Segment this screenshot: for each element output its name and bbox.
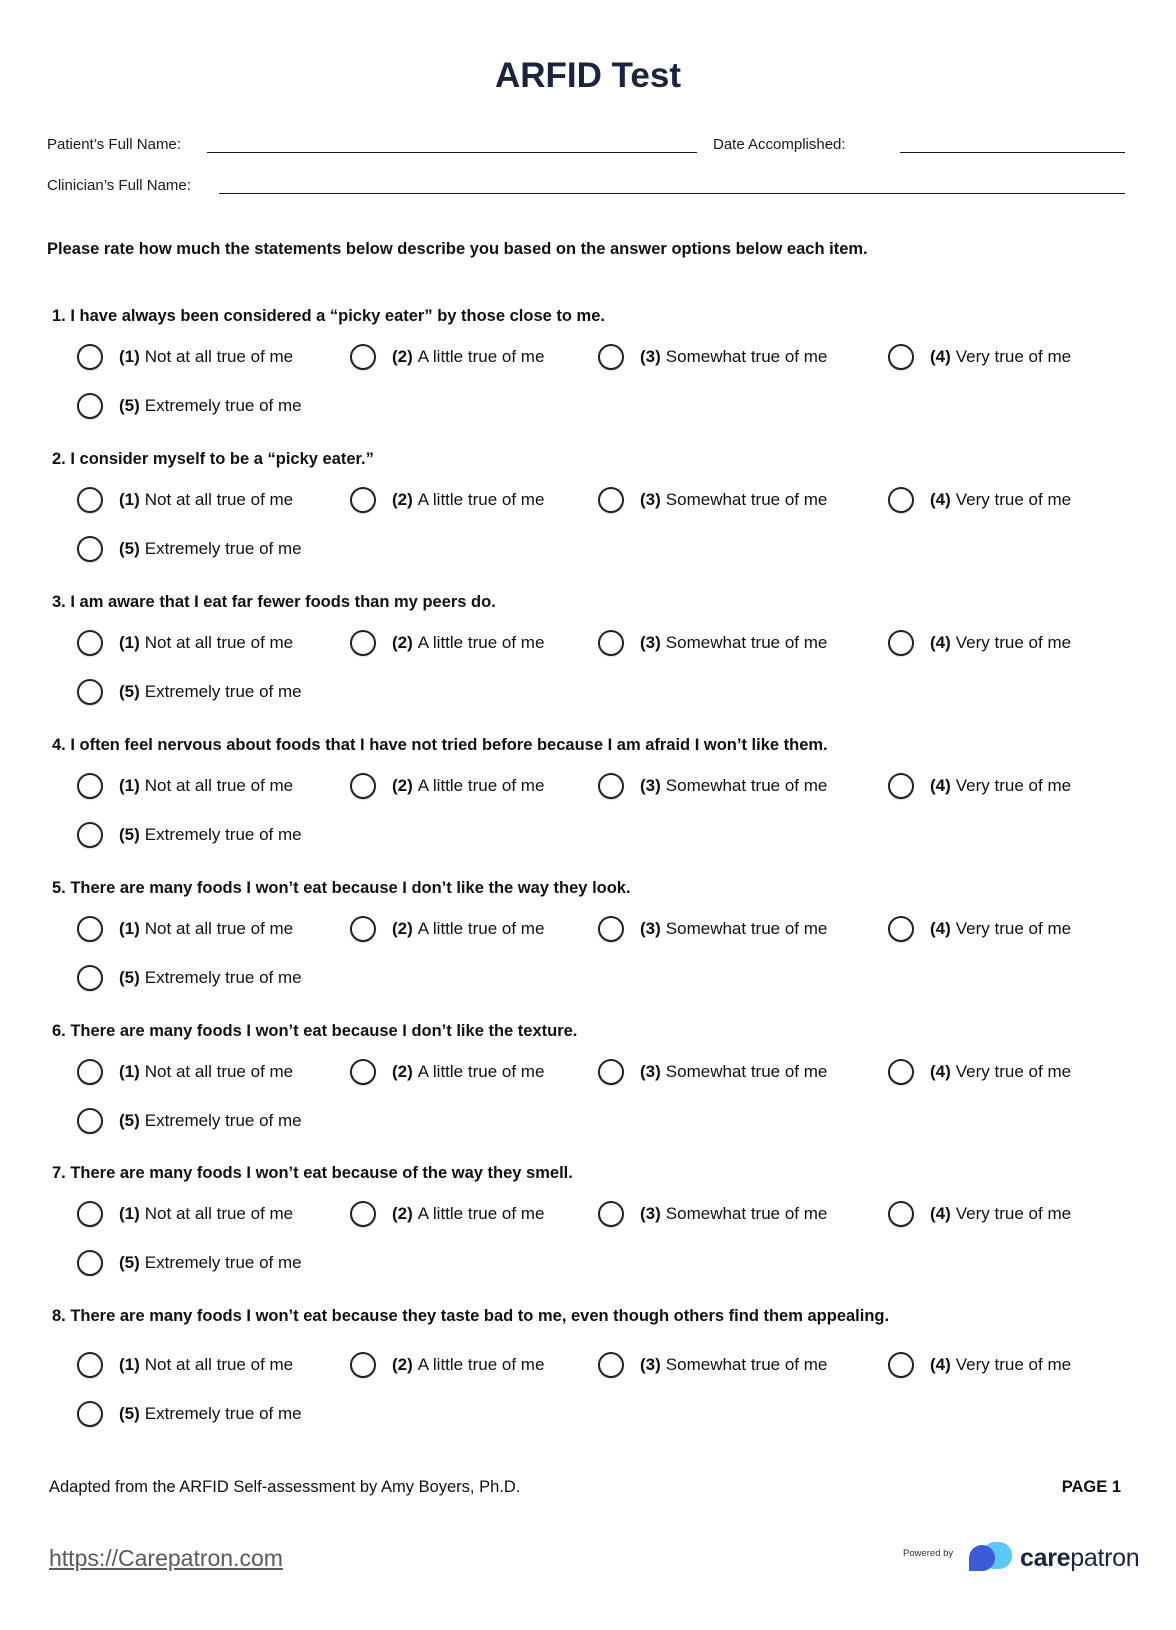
option-label: Not at all true of me xyxy=(144,1355,294,1374)
option-number: (1) xyxy=(119,1204,140,1223)
q7-option-1[interactable] xyxy=(77,1201,293,1227)
q8-option-3[interactable] xyxy=(598,1352,827,1378)
option-number: (5) xyxy=(119,539,140,558)
option-label: Extremely true of me xyxy=(144,825,302,844)
option-number: (5) xyxy=(119,1111,140,1130)
q5-option-5[interactable] xyxy=(77,965,302,991)
radio-button[interactable] xyxy=(77,487,103,513)
option-label: Somewhat true of me xyxy=(665,1204,828,1223)
option-label: Not at all true of me xyxy=(144,490,294,509)
radio-button[interactable] xyxy=(350,630,376,656)
q1-option-3[interactable] xyxy=(598,344,827,370)
radio-button[interactable] xyxy=(77,916,103,942)
radio-button[interactable] xyxy=(888,916,914,942)
radio-button[interactable] xyxy=(888,487,914,513)
radio-button[interactable] xyxy=(888,773,914,799)
q5-option-3[interactable] xyxy=(598,916,827,942)
option-number: (1) xyxy=(119,490,140,509)
radio-button[interactable] xyxy=(350,916,376,942)
option-label: Somewhat true of me xyxy=(665,490,828,509)
option-number: (4) xyxy=(930,1355,951,1374)
radio-button[interactable] xyxy=(888,1201,914,1227)
option-label: Somewhat true of me xyxy=(665,1355,828,1374)
option-label: Not at all true of me xyxy=(144,347,294,366)
powered-by-label: Powered by xyxy=(903,1548,954,1559)
question-4: 4. I often feel nervous about foods that I have not tried before because I am afraid I won’t like them. xyxy=(52,736,828,754)
option-label: Extremely true of me xyxy=(144,1111,302,1130)
option-label: Very true of me xyxy=(955,347,1072,366)
question-2: 2. I consider myself to be a “picky eater.” xyxy=(52,450,374,468)
radio-button[interactable] xyxy=(77,393,103,419)
q1-option-2[interactable] xyxy=(350,344,544,370)
option-label: Not at all true of me xyxy=(144,776,294,795)
radio-button[interactable] xyxy=(350,1201,376,1227)
q8-option-1[interactable] xyxy=(77,1352,293,1378)
option-label: Extremely true of me xyxy=(144,539,302,558)
option-label: Somewhat true of me xyxy=(665,776,828,795)
option-label: Very true of me xyxy=(955,1204,1072,1223)
option-label: A little true of me xyxy=(417,1062,545,1081)
radio-button[interactable] xyxy=(77,773,103,799)
question-3: 3. I am aware that I eat far fewer foods than my peers do. xyxy=(52,593,496,611)
option-number: (4) xyxy=(930,633,951,652)
q7-option-2[interactable] xyxy=(350,1201,544,1227)
option-number: (1) xyxy=(119,633,140,652)
question-5: 5. There are many foods I won’t eat because I don’t like the way they look. xyxy=(52,879,631,897)
radio-button[interactable] xyxy=(598,1352,624,1378)
option-number: (4) xyxy=(930,490,951,509)
radio-button[interactable] xyxy=(77,1059,103,1085)
question-1: 1. I have always been considered a “picky eater” by those close to me. xyxy=(52,307,605,325)
radio-button[interactable] xyxy=(598,916,624,942)
radio-button[interactable] xyxy=(598,487,624,513)
option-label: Not at all true of me xyxy=(144,919,294,938)
radio-button[interactable] xyxy=(77,679,103,705)
q2-option-4[interactable] xyxy=(888,487,1071,513)
option-label: Extremely true of me xyxy=(144,1253,302,1272)
radio-button[interactable] xyxy=(888,1352,914,1378)
q1-option-5[interactable] xyxy=(77,393,302,419)
option-number: (4) xyxy=(930,347,951,366)
radio-button[interactable] xyxy=(598,630,624,656)
option-label: Somewhat true of me xyxy=(665,633,828,652)
page-title: ARFID Test xyxy=(494,56,682,95)
radio-button[interactable] xyxy=(598,1201,624,1227)
question-7: 7. There are many foods I won’t eat because of the way they smell. xyxy=(52,1164,573,1182)
date-accomplished-label: Date Accomplished: xyxy=(713,136,846,153)
radio-button[interactable] xyxy=(350,773,376,799)
option-label: Extremely true of me xyxy=(144,682,302,701)
radio-button[interactable] xyxy=(77,965,103,991)
option-number: (5) xyxy=(119,1404,140,1423)
radio-button[interactable] xyxy=(77,536,103,562)
option-number: (1) xyxy=(119,347,140,366)
radio-button[interactable] xyxy=(77,1352,103,1378)
option-number: (5) xyxy=(119,396,140,415)
option-label: Somewhat true of me xyxy=(665,1062,828,1081)
radio-button[interactable] xyxy=(77,822,103,848)
option-number: (2) xyxy=(392,776,413,795)
radio-button[interactable] xyxy=(350,1059,376,1085)
q3-option-1[interactable] xyxy=(77,630,293,656)
option-number: (5) xyxy=(119,968,140,987)
option-label: Very true of me xyxy=(955,1062,1072,1081)
radio-button[interactable] xyxy=(598,344,624,370)
q5-option-4[interactable] xyxy=(888,916,1071,942)
radio-button[interactable] xyxy=(598,1059,624,1085)
instructions-text: Please rate how much the statements below describe you based on the answer options below each item. xyxy=(47,240,868,258)
option-label: Not at all true of me xyxy=(144,1204,294,1223)
clinician-name-label: Clinician’s Full Name: xyxy=(47,177,191,194)
radio-button[interactable] xyxy=(888,344,914,370)
q4-option-5[interactable] xyxy=(77,822,302,848)
carepatron-logo xyxy=(966,1541,1139,1575)
option-label: Very true of me xyxy=(955,1355,1072,1374)
q6-option-3[interactable] xyxy=(598,1059,827,1085)
question-8: 8. There are many foods I won’t eat because they taste bad to me, even though others find them appealing. xyxy=(52,1307,890,1325)
attribution-note: Adapted from the ARFID Self-assessment by Amy Boyers, Ph.D. xyxy=(49,1478,521,1496)
radio-button[interactable] xyxy=(77,1201,103,1227)
q3-option-4[interactable] xyxy=(888,630,1071,656)
option-number: (1) xyxy=(119,776,140,795)
option-number: (2) xyxy=(392,1355,413,1374)
radio-button[interactable] xyxy=(77,1250,103,1276)
radio-button[interactable] xyxy=(350,344,376,370)
radio-button[interactable] xyxy=(77,1401,103,1427)
q2-option-1[interactable] xyxy=(77,487,293,513)
q4-option-1[interactable] xyxy=(77,773,293,799)
q2-option-2[interactable] xyxy=(350,487,544,513)
option-label: A little true of me xyxy=(417,633,545,652)
option-label: Extremely true of me xyxy=(144,968,302,987)
radio-button[interactable] xyxy=(350,1352,376,1378)
q8-option-2[interactable] xyxy=(350,1352,544,1378)
option-number: (3) xyxy=(640,776,661,795)
option-label: Very true of me xyxy=(955,919,1072,938)
q6-option-2[interactable] xyxy=(350,1059,544,1085)
option-label: Somewhat true of me xyxy=(665,347,828,366)
option-label: A little true of me xyxy=(417,1355,545,1374)
q4-option-2[interactable] xyxy=(350,773,544,799)
option-number: (1) xyxy=(119,919,140,938)
q5-option-1[interactable] xyxy=(77,916,293,942)
q7-option-5[interactable] xyxy=(77,1250,302,1276)
option-number: (3) xyxy=(640,347,661,366)
option-number: (4) xyxy=(930,776,951,795)
q3-option-3[interactable] xyxy=(598,630,827,656)
option-number: (2) xyxy=(392,633,413,652)
option-number: (3) xyxy=(640,919,661,938)
option-label: A little true of me xyxy=(417,347,545,366)
option-label: Very true of me xyxy=(955,633,1072,652)
option-label: Not at all true of me xyxy=(144,1062,294,1081)
patient-name-field[interactable] xyxy=(207,152,697,153)
q2-option-3[interactable] xyxy=(598,487,827,513)
q8-option-5[interactable] xyxy=(77,1401,302,1427)
option-label: Very true of me xyxy=(955,776,1072,795)
option-label: Very true of me xyxy=(955,490,1072,509)
q3-option-5[interactable] xyxy=(77,679,302,705)
q4-option-3[interactable] xyxy=(598,773,827,799)
option-label: A little true of me xyxy=(417,776,545,795)
radio-button[interactable] xyxy=(77,630,103,656)
q1-option-1[interactable] xyxy=(77,344,293,370)
option-number: (3) xyxy=(640,1355,661,1374)
option-number: (2) xyxy=(392,919,413,938)
option-number: (4) xyxy=(930,919,951,938)
option-number: (2) xyxy=(392,1204,413,1223)
option-number: (5) xyxy=(119,682,140,701)
clinician-name-field[interactable] xyxy=(219,193,1125,194)
question-6: 6. There are many foods I won’t eat because I don’t like the texture. xyxy=(52,1022,578,1040)
option-number: (2) xyxy=(392,1062,413,1081)
q1-option-4[interactable] xyxy=(888,344,1071,370)
option-number: (1) xyxy=(119,1355,140,1374)
q5-option-2[interactable] xyxy=(350,916,544,942)
q2-option-5[interactable] xyxy=(77,536,302,562)
radio-button[interactable] xyxy=(350,487,376,513)
carepatron-link[interactable]: https://Carepatron.com xyxy=(49,1545,283,1571)
carepatron-logo-icon xyxy=(966,1541,1014,1575)
option-label: A little true of me xyxy=(417,1204,545,1223)
q6-option-1[interactable] xyxy=(77,1059,293,1085)
option-label: A little true of me xyxy=(417,490,545,509)
option-number: (4) xyxy=(930,1204,951,1223)
q3-option-2[interactable] xyxy=(350,630,544,656)
q6-option-5[interactable] xyxy=(77,1108,302,1134)
q6-option-4[interactable] xyxy=(888,1059,1071,1085)
option-label: Not at all true of me xyxy=(144,633,294,652)
option-number: (3) xyxy=(640,1062,661,1081)
option-number: (3) xyxy=(640,633,661,652)
option-label: Somewhat true of me xyxy=(665,919,828,938)
radio-button[interactable] xyxy=(598,773,624,799)
option-label: A little true of me xyxy=(417,919,545,938)
option-number: (1) xyxy=(119,1062,140,1081)
radio-button[interactable] xyxy=(77,1108,103,1134)
option-number: (5) xyxy=(119,825,140,844)
option-label: Extremely true of me xyxy=(144,396,302,415)
option-number: (3) xyxy=(640,1204,661,1223)
option-number: (5) xyxy=(119,1253,140,1272)
option-number: (2) xyxy=(392,490,413,509)
carepatron-wordmark: carepatron xyxy=(1020,1543,1140,1572)
patient-name-label: Patient’s Full Name: xyxy=(47,136,181,153)
q4-option-4[interactable] xyxy=(888,773,1071,799)
page-number: PAGE 1 xyxy=(1061,1478,1121,1496)
option-number: (4) xyxy=(930,1062,951,1081)
date-accomplished-field[interactable] xyxy=(900,152,1125,153)
option-number: (2) xyxy=(392,347,413,366)
q7-option-3[interactable] xyxy=(598,1201,827,1227)
radio-button[interactable] xyxy=(888,630,914,656)
option-label: Extremely true of me xyxy=(144,1404,302,1423)
q7-option-4[interactable] xyxy=(888,1201,1071,1227)
radio-button[interactable] xyxy=(888,1059,914,1085)
radio-button[interactable] xyxy=(77,344,103,370)
q8-option-4[interactable] xyxy=(888,1352,1071,1378)
option-number: (3) xyxy=(640,490,661,509)
